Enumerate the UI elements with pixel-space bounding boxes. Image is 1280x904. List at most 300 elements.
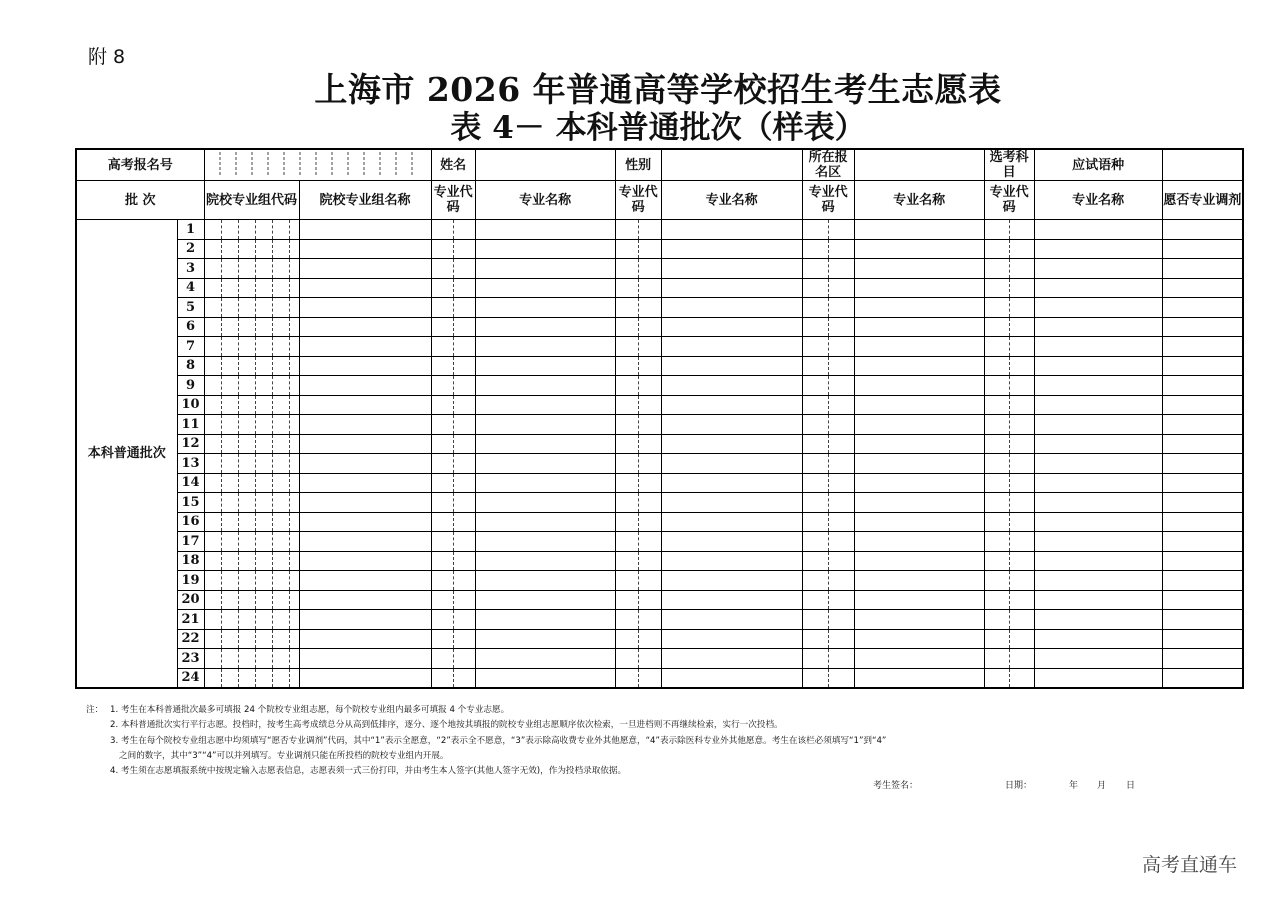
group-code-digit[interactable] — [272, 473, 289, 493]
group-code-digit[interactable] — [238, 317, 255, 337]
major-code-digit-3[interactable] — [828, 551, 854, 571]
major-code-digit-1[interactable] — [431, 610, 453, 630]
major-code-digit-1[interactable] — [431, 668, 453, 688]
major-code-digit-2[interactable] — [615, 337, 638, 357]
group-code-digit[interactable] — [255, 590, 272, 610]
major-code-digit-2[interactable] — [638, 415, 661, 435]
major-name-cell-4[interactable] — [1034, 649, 1162, 669]
major-code-digit-4[interactable] — [1009, 337, 1034, 357]
group-code-digit[interactable] — [238, 220, 255, 240]
major-name-cell-1[interactable] — [475, 473, 615, 493]
group-code-digit[interactable] — [204, 278, 221, 298]
major-code-digit-1[interactable] — [431, 259, 453, 279]
major-code-digit-1[interactable] — [453, 298, 475, 318]
group-code-digit[interactable] — [204, 376, 221, 396]
major-name-cell-1[interactable] — [475, 454, 615, 474]
group-code-digit[interactable] — [289, 532, 299, 552]
major-name-cell-4[interactable] — [1034, 532, 1162, 552]
major-name-cell-3[interactable] — [854, 512, 984, 532]
group-code-digit[interactable] — [238, 454, 255, 474]
major-code-digit-2[interactable] — [615, 239, 638, 259]
group-name-cell[interactable] — [299, 239, 431, 259]
major-code-digit-3[interactable] — [828, 571, 854, 591]
major-code-digit-3[interactable] — [802, 337, 828, 357]
group-code-digit[interactable] — [289, 590, 299, 610]
major-name-cell-2[interactable] — [661, 239, 802, 259]
major-code-digit-2[interactable] — [638, 317, 661, 337]
group-code-digit[interactable] — [289, 220, 299, 240]
group-code-digit[interactable] — [272, 239, 289, 259]
major-name-cell-4[interactable] — [1034, 629, 1162, 649]
exam-number-field[interactable] — [204, 149, 431, 181]
major-name-cell-1[interactable] — [475, 415, 615, 435]
major-name-cell-4[interactable] — [1034, 298, 1162, 318]
major-name-cell-3[interactable] — [854, 532, 984, 552]
major-code-digit-4[interactable] — [1009, 493, 1034, 513]
group-code-digit[interactable] — [238, 668, 255, 688]
group-code-digit[interactable] — [221, 629, 238, 649]
group-code-digit[interactable] — [272, 571, 289, 591]
major-code-digit-2[interactable] — [638, 356, 661, 376]
major-name-cell-3[interactable] — [854, 337, 984, 357]
group-code-digit[interactable] — [255, 532, 272, 552]
major-code-digit-2[interactable] — [638, 239, 661, 259]
major-code-digit-3[interactable] — [802, 590, 828, 610]
group-name-cell[interactable] — [299, 259, 431, 279]
major-name-cell-2[interactable] — [661, 532, 802, 552]
major-code-digit-3[interactable] — [828, 415, 854, 435]
major-code-digit-1[interactable] — [431, 590, 453, 610]
group-name-cell[interactable] — [299, 493, 431, 513]
major-code-digit-3[interactable] — [802, 415, 828, 435]
group-code-digit[interactable] — [272, 610, 289, 630]
group-code-digit[interactable] — [255, 649, 272, 669]
group-code-digit[interactable] — [289, 356, 299, 376]
major-code-digit-3[interactable] — [802, 649, 828, 669]
language-field[interactable] — [1162, 149, 1243, 181]
major-code-digit-1[interactable] — [453, 220, 475, 240]
group-name-cell[interactable] — [299, 512, 431, 532]
major-code-digit-2[interactable] — [638, 376, 661, 396]
group-code-digit[interactable] — [272, 220, 289, 240]
group-code-digit[interactable] — [204, 649, 221, 669]
major-code-digit-2[interactable] — [615, 610, 638, 630]
major-name-cell-1[interactable] — [475, 259, 615, 279]
major-code-digit-1[interactable] — [453, 376, 475, 396]
group-code-digit[interactable] — [221, 415, 238, 435]
major-code-digit-3[interactable] — [802, 473, 828, 493]
major-code-digit-4[interactable] — [984, 434, 1009, 454]
major-code-digit-1[interactable] — [431, 415, 453, 435]
group-code-digit[interactable] — [238, 415, 255, 435]
group-code-digit[interactable] — [238, 434, 255, 454]
adjust-cell[interactable] — [1162, 298, 1243, 318]
major-code-digit-1[interactable] — [453, 551, 475, 571]
major-code-digit-3[interactable] — [828, 317, 854, 337]
major-code-digit-2[interactable] — [615, 298, 638, 318]
group-code-digit[interactable] — [204, 259, 221, 279]
major-name-cell-2[interactable] — [661, 551, 802, 571]
group-code-digit[interactable] — [221, 590, 238, 610]
major-code-digit-4[interactable] — [1009, 317, 1034, 337]
group-code-digit[interactable] — [238, 259, 255, 279]
group-code-digit[interactable] — [238, 610, 255, 630]
major-name-cell-1[interactable] — [475, 376, 615, 396]
major-code-digit-4[interactable] — [1009, 259, 1034, 279]
major-code-digit-1[interactable] — [431, 473, 453, 493]
major-code-digit-3[interactable] — [802, 551, 828, 571]
major-name-cell-2[interactable] — [661, 434, 802, 454]
major-code-digit-2[interactable] — [638, 571, 661, 591]
major-code-digit-1[interactable] — [453, 512, 475, 532]
group-code-digit[interactable] — [289, 454, 299, 474]
major-name-cell-3[interactable] — [854, 376, 984, 396]
group-code-digit[interactable] — [272, 551, 289, 571]
major-code-digit-1[interactable] — [431, 220, 453, 240]
group-code-digit[interactable] — [272, 532, 289, 552]
major-code-digit-1[interactable] — [453, 239, 475, 259]
major-name-cell-1[interactable] — [475, 220, 615, 240]
major-code-digit-3[interactable] — [828, 239, 854, 259]
group-name-cell[interactable] — [299, 610, 431, 630]
major-name-cell-1[interactable] — [475, 395, 615, 415]
major-name-cell-3[interactable] — [854, 298, 984, 318]
group-code-digit[interactable] — [221, 551, 238, 571]
major-code-digit-1[interactable] — [453, 415, 475, 435]
major-code-digit-4[interactable] — [1009, 649, 1034, 669]
group-code-digit[interactable] — [272, 317, 289, 337]
adjust-cell[interactable] — [1162, 278, 1243, 298]
major-name-cell-1[interactable] — [475, 610, 615, 630]
major-name-cell-2[interactable] — [661, 356, 802, 376]
major-code-digit-4[interactable] — [984, 649, 1009, 669]
major-code-digit-3[interactable] — [828, 259, 854, 279]
group-code-digit[interactable] — [238, 532, 255, 552]
major-code-digit-3[interactable] — [802, 629, 828, 649]
major-code-digit-4[interactable] — [984, 239, 1009, 259]
group-code-digit[interactable] — [289, 298, 299, 318]
major-code-digit-2[interactable] — [615, 220, 638, 240]
group-code-digit[interactable] — [255, 376, 272, 396]
group-code-digit[interactable] — [221, 337, 238, 357]
adjust-cell[interactable] — [1162, 571, 1243, 591]
group-code-digit[interactable] — [204, 454, 221, 474]
major-name-cell-2[interactable] — [661, 259, 802, 279]
major-code-digit-2[interactable] — [615, 590, 638, 610]
major-code-digit-4[interactable] — [1009, 220, 1034, 240]
major-code-digit-2[interactable] — [638, 532, 661, 552]
major-name-cell-2[interactable] — [661, 376, 802, 396]
major-code-digit-3[interactable] — [828, 473, 854, 493]
major-code-digit-2[interactable] — [638, 668, 661, 688]
major-name-cell-2[interactable] — [661, 337, 802, 357]
group-code-digit[interactable] — [238, 337, 255, 357]
group-code-digit[interactable] — [221, 317, 238, 337]
major-code-digit-3[interactable] — [802, 278, 828, 298]
group-code-digit[interactable] — [255, 337, 272, 357]
group-code-digit[interactable] — [289, 415, 299, 435]
major-name-cell-2[interactable] — [661, 278, 802, 298]
group-code-digit[interactable] — [272, 434, 289, 454]
major-code-digit-3[interactable] — [802, 668, 828, 688]
major-name-cell-1[interactable] — [475, 629, 615, 649]
major-name-cell-4[interactable] — [1034, 590, 1162, 610]
major-code-digit-2[interactable] — [615, 415, 638, 435]
major-code-digit-4[interactable] — [1009, 239, 1034, 259]
major-code-digit-4[interactable] — [1009, 298, 1034, 318]
major-code-digit-3[interactable] — [828, 337, 854, 357]
major-code-digit-3[interactable] — [828, 278, 854, 298]
major-code-digit-3[interactable] — [802, 220, 828, 240]
group-name-cell[interactable] — [299, 337, 431, 357]
major-name-cell-4[interactable] — [1034, 239, 1162, 259]
group-code-digit[interactable] — [221, 668, 238, 688]
major-code-digit-1[interactable] — [431, 512, 453, 532]
major-code-digit-4[interactable] — [1009, 532, 1034, 552]
major-code-digit-4[interactable] — [1009, 512, 1034, 532]
adjust-cell[interactable] — [1162, 434, 1243, 454]
major-code-digit-4[interactable] — [984, 551, 1009, 571]
major-name-cell-3[interactable] — [854, 629, 984, 649]
major-name-cell-2[interactable] — [661, 317, 802, 337]
major-name-cell-3[interactable] — [854, 259, 984, 279]
group-code-digit[interactable] — [289, 649, 299, 669]
major-code-digit-2[interactable] — [638, 259, 661, 279]
major-code-digit-3[interactable] — [802, 454, 828, 474]
group-code-digit[interactable] — [289, 610, 299, 630]
group-code-digit[interactable] — [238, 239, 255, 259]
major-code-digit-2[interactable] — [638, 629, 661, 649]
major-name-cell-2[interactable] — [661, 649, 802, 669]
major-code-digit-4[interactable] — [1009, 668, 1034, 688]
group-code-digit[interactable] — [255, 220, 272, 240]
major-name-cell-3[interactable] — [854, 649, 984, 669]
adjust-cell[interactable] — [1162, 473, 1243, 493]
major-code-digit-1[interactable] — [431, 278, 453, 298]
group-code-digit[interactable] — [255, 395, 272, 415]
major-code-digit-3[interactable] — [802, 571, 828, 591]
group-code-digit[interactable] — [255, 512, 272, 532]
major-name-cell-2[interactable] — [661, 395, 802, 415]
group-code-digit[interactable] — [289, 239, 299, 259]
adjust-cell[interactable] — [1162, 532, 1243, 552]
major-name-cell-3[interactable] — [854, 551, 984, 571]
major-name-cell-3[interactable] — [854, 356, 984, 376]
major-code-digit-4[interactable] — [1009, 571, 1034, 591]
major-name-cell-1[interactable] — [475, 337, 615, 357]
group-name-cell[interactable] — [299, 434, 431, 454]
major-code-digit-1[interactable] — [453, 532, 475, 552]
group-code-digit[interactable] — [289, 668, 299, 688]
group-name-cell[interactable] — [299, 473, 431, 493]
group-code-digit[interactable] — [255, 259, 272, 279]
major-name-cell-4[interactable] — [1034, 434, 1162, 454]
group-code-digit[interactable] — [289, 395, 299, 415]
adjust-cell[interactable] — [1162, 376, 1243, 396]
major-name-cell-3[interactable] — [854, 668, 984, 688]
group-code-digit[interactable] — [289, 493, 299, 513]
major-code-digit-4[interactable] — [984, 395, 1009, 415]
group-code-digit[interactable] — [272, 376, 289, 396]
group-code-digit[interactable] — [204, 220, 221, 240]
major-name-cell-2[interactable] — [661, 298, 802, 318]
major-code-digit-4[interactable] — [984, 512, 1009, 532]
major-name-cell-3[interactable] — [854, 434, 984, 454]
major-name-cell-1[interactable] — [475, 590, 615, 610]
major-code-digit-1[interactable] — [431, 493, 453, 513]
group-code-digit[interactable] — [272, 395, 289, 415]
major-code-digit-4[interactable] — [984, 220, 1009, 240]
major-name-cell-4[interactable] — [1034, 415, 1162, 435]
group-code-digit[interactable] — [289, 337, 299, 357]
group-code-digit[interactable] — [204, 356, 221, 376]
major-code-digit-4[interactable] — [984, 610, 1009, 630]
adjust-cell[interactable] — [1162, 395, 1243, 415]
major-name-cell-4[interactable] — [1034, 551, 1162, 571]
group-code-digit[interactable] — [272, 668, 289, 688]
group-code-digit[interactable] — [255, 239, 272, 259]
group-code-digit[interactable] — [238, 551, 255, 571]
group-code-digit[interactable] — [255, 668, 272, 688]
adjust-cell[interactable] — [1162, 512, 1243, 532]
group-code-digit[interactable] — [289, 259, 299, 279]
adjust-cell[interactable] — [1162, 259, 1243, 279]
major-code-digit-3[interactable] — [802, 259, 828, 279]
major-code-digit-3[interactable] — [802, 493, 828, 513]
major-code-digit-2[interactable] — [615, 649, 638, 669]
adjust-cell[interactable] — [1162, 356, 1243, 376]
major-name-cell-1[interactable] — [475, 434, 615, 454]
major-code-digit-2[interactable] — [638, 610, 661, 630]
group-code-digit[interactable] — [221, 649, 238, 669]
group-code-digit[interactable] — [255, 415, 272, 435]
major-name-cell-2[interactable] — [661, 571, 802, 591]
major-code-digit-2[interactable] — [638, 551, 661, 571]
major-code-digit-4[interactable] — [984, 571, 1009, 591]
major-name-cell-3[interactable] — [854, 220, 984, 240]
group-code-digit[interactable] — [204, 317, 221, 337]
group-name-cell[interactable] — [299, 551, 431, 571]
major-code-digit-3[interactable] — [828, 356, 854, 376]
major-name-cell-1[interactable] — [475, 532, 615, 552]
major-name-cell-1[interactable] — [475, 512, 615, 532]
group-code-digit[interactable] — [204, 473, 221, 493]
adjust-cell[interactable] — [1162, 220, 1243, 240]
major-name-cell-1[interactable] — [475, 298, 615, 318]
group-code-digit[interactable] — [221, 259, 238, 279]
group-code-digit[interactable] — [289, 434, 299, 454]
major-name-cell-4[interactable] — [1034, 317, 1162, 337]
major-code-digit-4[interactable] — [1009, 395, 1034, 415]
major-code-digit-3[interactable] — [828, 532, 854, 552]
major-code-digit-1[interactable] — [453, 590, 475, 610]
major-name-cell-4[interactable] — [1034, 376, 1162, 396]
group-name-cell[interactable] — [299, 590, 431, 610]
major-code-digit-3[interactable] — [828, 395, 854, 415]
major-code-digit-1[interactable] — [431, 454, 453, 474]
major-code-digit-2[interactable] — [638, 473, 661, 493]
major-name-cell-2[interactable] — [661, 668, 802, 688]
major-name-cell-3[interactable] — [854, 317, 984, 337]
major-name-cell-2[interactable] — [661, 512, 802, 532]
major-code-digit-1[interactable] — [453, 278, 475, 298]
major-code-digit-4[interactable] — [1009, 551, 1034, 571]
group-code-digit[interactable] — [204, 532, 221, 552]
group-code-digit[interactable] — [221, 473, 238, 493]
group-code-digit[interactable] — [221, 571, 238, 591]
group-code-digit[interactable] — [204, 337, 221, 357]
major-code-digit-1[interactable] — [431, 376, 453, 396]
major-name-cell-3[interactable] — [854, 415, 984, 435]
group-code-digit[interactable] — [272, 356, 289, 376]
group-code-digit[interactable] — [204, 610, 221, 630]
major-code-digit-1[interactable] — [431, 434, 453, 454]
major-name-cell-1[interactable] — [475, 668, 615, 688]
major-code-digit-2[interactable] — [638, 220, 661, 240]
major-code-digit-4[interactable] — [1009, 473, 1034, 493]
group-name-cell[interactable] — [299, 571, 431, 591]
major-code-digit-2[interactable] — [615, 317, 638, 337]
adjust-cell[interactable] — [1162, 415, 1243, 435]
major-code-digit-3[interactable] — [802, 395, 828, 415]
major-code-digit-2[interactable] — [615, 278, 638, 298]
group-code-digit[interactable] — [289, 629, 299, 649]
major-code-digit-1[interactable] — [453, 395, 475, 415]
major-code-digit-4[interactable] — [1009, 454, 1034, 474]
major-code-digit-3[interactable] — [828, 376, 854, 396]
major-code-digit-2[interactable] — [615, 434, 638, 454]
major-code-digit-2[interactable] — [638, 434, 661, 454]
group-code-digit[interactable] — [289, 278, 299, 298]
group-code-digit[interactable] — [238, 629, 255, 649]
major-name-cell-2[interactable] — [661, 220, 802, 240]
major-code-digit-2[interactable] — [615, 376, 638, 396]
group-code-digit[interactable] — [238, 278, 255, 298]
major-code-digit-1[interactable] — [453, 434, 475, 454]
group-code-digit[interactable] — [221, 395, 238, 415]
group-name-cell[interactable] — [299, 532, 431, 552]
group-name-cell[interactable] — [299, 454, 431, 474]
major-code-digit-1[interactable] — [453, 337, 475, 357]
major-name-cell-4[interactable] — [1034, 668, 1162, 688]
group-code-digit[interactable] — [272, 629, 289, 649]
group-code-digit[interactable] — [238, 590, 255, 610]
major-name-cell-3[interactable] — [854, 395, 984, 415]
major-code-digit-2[interactable] — [638, 649, 661, 669]
major-code-digit-3[interactable] — [828, 298, 854, 318]
major-name-cell-3[interactable] — [854, 473, 984, 493]
major-code-digit-1[interactable] — [453, 493, 475, 513]
group-code-digit[interactable] — [221, 493, 238, 513]
major-code-digit-1[interactable] — [453, 571, 475, 591]
group-code-digit[interactable] — [221, 532, 238, 552]
group-code-digit[interactable] — [238, 512, 255, 532]
group-code-digit[interactable] — [289, 571, 299, 591]
major-name-cell-1[interactable] — [475, 239, 615, 259]
major-code-digit-3[interactable] — [802, 298, 828, 318]
major-name-cell-1[interactable] — [475, 551, 615, 571]
adjust-cell[interactable] — [1162, 239, 1243, 259]
major-code-digit-3[interactable] — [828, 610, 854, 630]
group-name-cell[interactable] — [299, 317, 431, 337]
major-code-digit-3[interactable] — [802, 610, 828, 630]
group-code-digit[interactable] — [221, 610, 238, 630]
major-code-digit-1[interactable] — [431, 239, 453, 259]
major-code-digit-2[interactable] — [638, 454, 661, 474]
adjust-cell[interactable] — [1162, 629, 1243, 649]
group-code-digit[interactable] — [289, 473, 299, 493]
major-name-cell-4[interactable] — [1034, 610, 1162, 630]
